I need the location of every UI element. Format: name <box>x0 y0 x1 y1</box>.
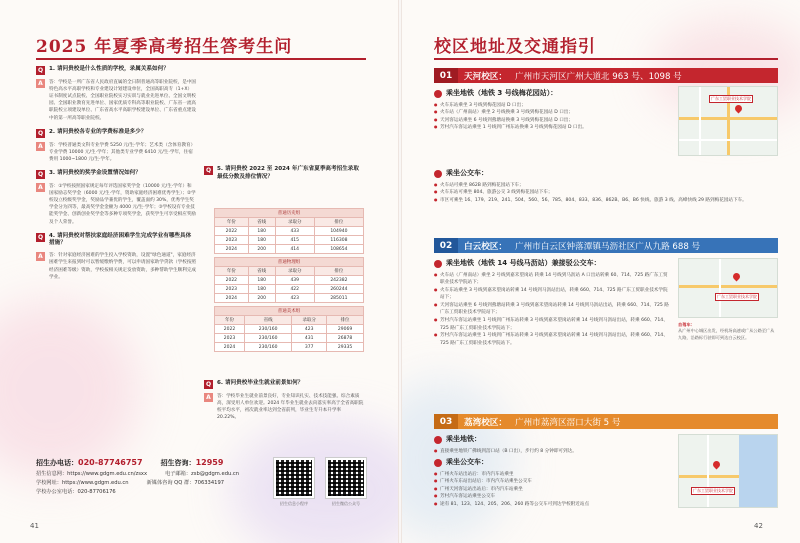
decor-wash <box>0 300 140 480</box>
question-1: Q 1. 请问贵校是什么性质的学校，录属关系如何？ <box>37 66 169 74</box>
map-baiyun[interactable]: 广东工贸职业技术学院 <box>678 258 778 318</box>
list-item: ● 火车站可乘坐 862B 路到梅花园站下车； <box>434 182 778 190</box>
a-badge-icon: A <box>36 252 45 261</box>
list-item: ● 天河客运站乘坐 6 号线到燕塘站换乘 3 号线到梅花园站 D 口出； <box>434 117 670 125</box>
q-badge-icon: Q <box>37 129 44 137</box>
q-badge-icon: Q <box>205 380 212 388</box>
score-table-history: 普通历史组 年份 省线 录取分 排位 2022 180 433 104940 2023 180 415 116308 2024 200 414 108654 <box>214 208 364 254</box>
list-item: ● 芳村汽车客运站乘坐公交车 <box>434 493 670 501</box>
answer-3: A 答：①学校按照国家规定每年评选国家奖学金（10000 元/生·学年）和国家励志奖学金（6000 元/生·学年，资助家庭经济困难优秀学生）；②学校设立校级奖学金，奖励品学兼优的学生，覆盖面约 30%，优秀学生奖学金分为四等，最高奖学金金额为 4000 元/生·学年；③学校设有专业技能奖学金、创新创业奖学金等多种专项奖学金，获奖学生可享受相应奖励及个人荣誉。 <box>36 183 196 226</box>
list-item: ● 芳村汽车客运站乘坐 1 号线到广州东站换乘 3 号线到梅花园站 D 口出。 <box>434 124 670 132</box>
campus-header-liwan: 03 荔湾校区： 广州市荔湾区滘口大街 5 号 <box>434 414 778 429</box>
table-row: 2022 230/160 423 29069 <box>215 325 364 334</box>
q-badge-icon: Q <box>37 66 44 74</box>
table-row: 2024 200 414 108654 <box>215 245 364 254</box>
left-page: 2025 年夏季高考招生答考生问 Q 1. 请问贵校是什么性质的学校，录属关系如何？ A 答：学校是一所广东省人民政府直属的全日制普通高等职业院校，是中国特色高水平高职学校和专业建设计划建设单位，全国高职高专（1+X）证书制度试点院校、全国职业院校实习实训与就业先进单位、全国文明校园、全国职业教育先进单位、国家优质专科高等职业院校、广东省一流高职院校立项建设单位、广东省高水平高职学校建设单位、广东省重点建设中的第一所高等职业院校。 Q 2. 请问贵校各专业的学费标准是多少？ A 答：学校普通类文科专业学费 5250 元/生·学年；艺术类（含体育教育）专业学费 10000 元/生·学年；其他类专业学费 6410 元/生·学年，住宿费用 1000~1800 元/生·学年。 Q 3. 请问贵校的奖学金设置情况如何？ A 答：①学校按照国家规定每年评选国家奖学金（10000 元/生·学年）和国家励志奖学金（6000 元/生·学年，资助家庭经济困难优秀学生）；②学校设立校级奖学金，奖励品学兼优的学生，覆盖面约 30%，优秀学生奖学金分为四等，最高奖学金金额为 4000 元/生·学年；③学校设有专业技能奖学金、创新创业奖学金等多种专项奖学金，获奖学生可享受相应奖励及个人荣誉。 Q 4. 请问贵校对帮扶家庭经济困难学生完成学业有哪些具体措施？ A 答：针对家庭经济困难的学生投入学校资助，设置"绿色通道"，家庭经济困难学生来报到时可以暂缓缴纳学费，可以申请国家助学贷款（学校按照经济困难等级）资助，学校按相关规定发放资助，多种帮助学生顺利完成学业。 Q 5. 请问贵校 2022 至 2024 年广东省夏季高考招生录取最低分数及排位情况？ 普通历史组 年份 省线 录取分 排位 2022 180 433 104940 2023 180 415 116308 2024 200 414 108654 普通物理组 年份 省线 录取分 排位 2022 180 439 242382 2023 180 422 260244 2024 200 423 285011 普通美术组 年份 省线 录取分 排位 2022 230/160 423 29069 2023 230/160 431 26878 2024 230/160 377 29335 Q 6. 请问贵校毕业生就业前景如何？ A 答：学校毕业生就业前景良好，专业知识扎实、技术技能强、综合素质高，深受用人单位欢迎。2024 年毕业生就业去向落实率高于全省高职院校平均水平，初次就业率达到全省前列，毕业生专升本升学率 20.22%。 招生办电话：020-87746757 招生咨询：12959 招生信息网：https://www.gdgm.edu.cn/zsxx 电子邮箱：zsb@gdgm.edu.cn 学校网址：https://www.gdgm.edu.cn 新媒体咨询 QQ 群：706334197 学校办公室电话：020-87706176 招生信息小程序 招生微信公众号 41 <box>0 0 398 543</box>
tianhe-bus: 乘坐公交车： ● 火车站可乘坐 862B 路到梅花园站下车； ● 火车东站可乘坐 804、旅游公交 3 线到梅花园站下车； ● 市区可乘坐 16、179、219、241、504、560、56、785、804、833、836、862B、B6、B6 快线、旅游 3 线、高峰快线 29 路到梅花园站下车。 <box>434 168 778 204</box>
score-table-art: 普通美术组 年份 省线 录取分 排位 2022 230/160 423 29069 2023 230/160 431 26878 2024 230/160 377 29335 <box>214 306 364 352</box>
table-row: 2023 180 422 260244 <box>215 285 364 294</box>
list-item: ● 市区可乘坐 16、179、219、241、504、560、56、785、804、833、836、862B、B6、B6 快线、旅游 3 线、高峰快线 29 路到梅花园站下车。 <box>434 197 778 205</box>
page-title: 2025 年夏季高考招生答考生问 <box>36 37 293 57</box>
a-badge-icon: A <box>204 393 213 402</box>
email-text: 电子邮箱：zsb@gdgm.edu.cn <box>165 471 240 477</box>
list-item: ● 广州火车东站出站后：市内汽车站乘坐公交车 <box>434 478 670 486</box>
list-item: ● 火车东站乘坐 3 号线到梅花园站 D 口出； <box>434 102 670 110</box>
qq-group: 新媒体咨询 QQ 群：706334197 <box>146 480 225 486</box>
map-tianhe[interactable]: 广东工贸职业技术学院 <box>678 86 778 156</box>
answer-6: A 答：学校毕业生就业前景良好，专业知识扎实、技术技能强、综合素质高，深受用人单位欢迎。2024 年毕业生就业去向落实率高于全省高职院校平均水平，初次就业率达到全省前列，毕业生专升本升学率 20.22%。 <box>204 393 364 421</box>
table-row: 2023 230/160 431 26878 <box>215 334 364 343</box>
table-row: 2024 230/160 377 29335 <box>215 343 364 352</box>
qr-code-miniprogram[interactable] <box>274 458 314 498</box>
score-table-physics: 普通物理组 年份 省线 录取分 排位 2022 180 439 242382 2023 180 422 260244 2024 200 423 285011 <box>214 257 364 303</box>
table-row: 2022 180 439 242382 <box>215 276 364 285</box>
question-3: Q 3. 请问贵校的奖学金设置情况如何？ <box>37 169 141 178</box>
list-item: ● 火车站（广州南站）乘坐 2 号线到嘉禾望岗站 转乘 14 号线到马沥站 A 口出站转乘 60、714、725 路广东工贸职业技术学院站下； <box>434 272 670 287</box>
liwan-transit: 乘坐地铁： ● 直接乘坐地铁广佛线到滘口站（B 口出），步行约 8 分钟即可到达。 乘坐公交车： ● 广州火车站出站后：市内汽车站乘坐 ● 广州火车东站出站后：市内汽车站乘坐公交车 ● 广州天河客运站出站后：市内汽车站乘坐 ● 芳村汽车客运站乘坐公交车 ● 途有 81、123、124、205、206、260 路等公交车可到达学校附近站点 <box>434 434 670 509</box>
qa-column-right <box>204 66 364 186</box>
baiyun-drive-note: 自驾车： 从广州中心城区出发，经机场高速或广从公路至广从九路，沿路标行驶即可到达白云校区。 <box>678 322 775 340</box>
location-pin-icon <box>732 272 742 282</box>
map-liwan[interactable]: 广东工贸职业技术学院 <box>678 434 778 508</box>
qr-code-wechat[interactable] <box>326 458 366 498</box>
bus-icon <box>434 459 442 467</box>
campus-header-tianhe: 01 天河校区： 广州市天河区广州大道北 963 号、1098 号 <box>434 68 778 83</box>
list-item: ● 直接乘坐地铁广佛线到滘口站（B 口出），步行约 8 分钟即可到达。 <box>434 448 670 456</box>
a-badge-icon: A <box>36 79 45 88</box>
metro-icon <box>434 260 442 268</box>
qa-column-right-bottom <box>204 380 364 428</box>
list-item: ● 芳村汽车客运站乘坐 1 号线到广州东站转乘 3 号线到嘉禾望岗站转乘 14 号线到马沥站出站，转乘 660、714、725 路广东工贸职业技术学院站下。 <box>434 332 670 347</box>
title-rule <box>36 58 366 60</box>
q-badge-icon: Q <box>37 233 44 241</box>
table-row: 2023 180 415 116308 <box>215 236 364 245</box>
qa-column-left <box>36 66 196 288</box>
list-item: ● 天河客运站乘坐 6 号线到燕塘站转乘 3 号线到嘉禾望岗站转乘 14 号线到马沥站出站，转乘 660、714、725 路广东工贸职业技术学院站下； <box>434 302 670 317</box>
question-5: Q 5. 请问贵校 2022 至 2024 年广东省夏季高考招生录取最低分数及排位情况？ <box>205 166 359 180</box>
a-badge-icon: A <box>36 183 45 192</box>
question-2: Q 2. 请问贵校各专业的学费标准是多少？ <box>37 128 147 137</box>
title-rule <box>434 58 778 60</box>
table-row: 2022 180 433 104940 <box>215 227 364 236</box>
tianhe-metro: 乘坐地铁（地铁 3 号线梅花园站）： ● 火车东站乘坐 3 号线到梅花园站 D 口出； ● 火车站（广州南站）乘坐 2 号线换乘 3 号线到梅花园站 D 口出； ● 天河客运站乘坐 6 号线到燕塘站换乘 3 号线到梅花园站 D 口出； ● 芳村汽车客运站乘坐 1 号线到广州东站换乘 3 号线到梅花园站 D 口出。 <box>434 88 670 132</box>
consult-number: 12959 <box>195 458 224 467</box>
site-link[interactable]: 学校网址：https://www.gdgm.edu.cn <box>36 480 129 486</box>
info-net-link[interactable]: 招生信息网：https://www.gdgm.edu.cn/zsxx <box>36 471 148 477</box>
metro-icon <box>434 90 442 98</box>
list-item: ● 广州火车站出站后：市内汽车站乘坐 <box>434 471 670 479</box>
list-item: ● 广州天河客运站出站后：市内汽车站乘坐 <box>434 486 670 494</box>
list-item: ● 芳村汽车客运站乘坐 1 号线到广州东站转乘 3 号线到嘉禾望岗站转乘 14 号线到马沥站出站，转乘 660、714、725 路广东工贸职业技术学院站下； <box>434 317 670 332</box>
question-4: Q 4. 请问贵校对帮扶家庭经济困难学生完成学业有哪些具体措施？ <box>37 232 192 247</box>
location-pin-icon <box>712 460 722 470</box>
page-number: 42 <box>754 522 763 530</box>
page-title: 校区地址及交通指引 <box>434 37 596 57</box>
list-item: ● 火车东站可乘坐 804、旅游公交 3 线到梅花园站下车； <box>434 189 778 197</box>
q-badge-icon: Q <box>37 170 44 178</box>
question-6: Q 6. 请问贵校毕业生就业前景如何？ <box>205 380 304 388</box>
answer-4: A 答：针对家庭经济困难的学生投入学校资助，设置"绿色通道"，家庭经济困难学生来报到时可以暂缓缴纳学费，可以申请国家助学贷款（学校按照经济困难等级）资助，学校按相关规定发放资助，多种帮助学生顺利完成学业。 <box>36 252 196 280</box>
baiyun-metro: 乘坐地铁（地铁 14 号线马沥站）兼接驳公交车： ● 火车站（广州南站）乘坐 2 号线到嘉禾望岗站 转乘 14 号线到马沥站 A 口出站转乘 60、714、725 路广东工贸职业技术学院站下； ● 火车东站乘坐 3 号线到嘉禾望岗站转乘 14 号线到马沥站出站，转乘 660、714、725 路广东工贸职业技术学院站下； ● 天河客运站乘坐 6 号线到燕塘站转乘 3 号线到嘉禾望岗站转乘 14 号线到马沥站出站，转乘 660、714、725 路广东工贸职业技术学院站下； ● 芳村汽车客运站乘坐 1 号线到广州东站转乘 3 号线到嘉禾望岗站转乘 14 号线到马沥站出站，转乘 660、714、725 路广东工贸职业技术学院站下； ● 芳村汽车客运站乘坐 1 号线到广州东站转乘 3 号线到嘉禾望岗站转乘 14 号线到马沥站出站，转乘 660、714、725 路广东工贸职业技术学院站下。 <box>434 258 670 347</box>
metro-icon <box>434 436 442 444</box>
bus-icon <box>434 170 442 178</box>
list-item: ● 火车东站乘坐 3 号线到嘉禾望岗站转乘 14 号线到马沥站出站，转乘 660、714、725 路广东工贸职业技术学院站下； <box>434 287 670 302</box>
score-tables <box>214 208 364 355</box>
location-pin-icon <box>734 104 744 114</box>
q-badge-icon: Q <box>205 166 212 174</box>
hotline-number: 020-87746757 <box>78 458 143 467</box>
table-row: 2024 200 423 285011 <box>215 294 364 303</box>
page-number: 41 <box>30 522 39 530</box>
contact-block: 招生办电话：020-87746757 招生咨询：12959 招生信息网：https://www.gdgm.edu.cn/zsxx 电子邮箱：zsb@gdgm.edu.cn 学校网址：https://www.gdgm.edu.cn 新媒体咨询 QQ 群：706334197 学校办公室电话：020-87706176 <box>36 458 240 495</box>
answer-1: A 答：学校是一所广东省人民政府直属的全日制普通高等职业院校，是中国特色高水平高职学校和专业建设计划建设单位，全国高职高专（1+X）证书制度试点院校、全国职业院校实习实训与就业先进单位、全国文明校园、全国职业教育先进单位、国家优质专科高等职业院校、广东省一流高职院校立项建设单位、广东省高水平高职学校建设单位、广东省重点建设中的第一所高等职业院校。 <box>36 79 196 122</box>
answer-2: A 答：学校普通类文科专业学费 5250 元/生·学年；艺术类（含体育教育）专业学费 10000 元/生·学年；其他类专业学费 6410 元/生·学年，住宿费用 1000~1800 元/生·学年。 <box>36 142 196 163</box>
campus-header-baiyun: 02 白云校区： 广州市白云区钟落潭镇马沥社区广从九路 688 号 <box>434 238 778 253</box>
list-item: ● 途有 81、123、124、205、206、260 路等公交车可到达学校附近站点 <box>434 501 670 509</box>
office-phone: 学校办公室电话：020-87706176 <box>36 489 116 495</box>
a-badge-icon: A <box>36 142 45 151</box>
list-item: ● 火车站（广州南站）乘坐 2 号线换乘 3 号线到梅花园站 D 口出； <box>434 109 670 117</box>
